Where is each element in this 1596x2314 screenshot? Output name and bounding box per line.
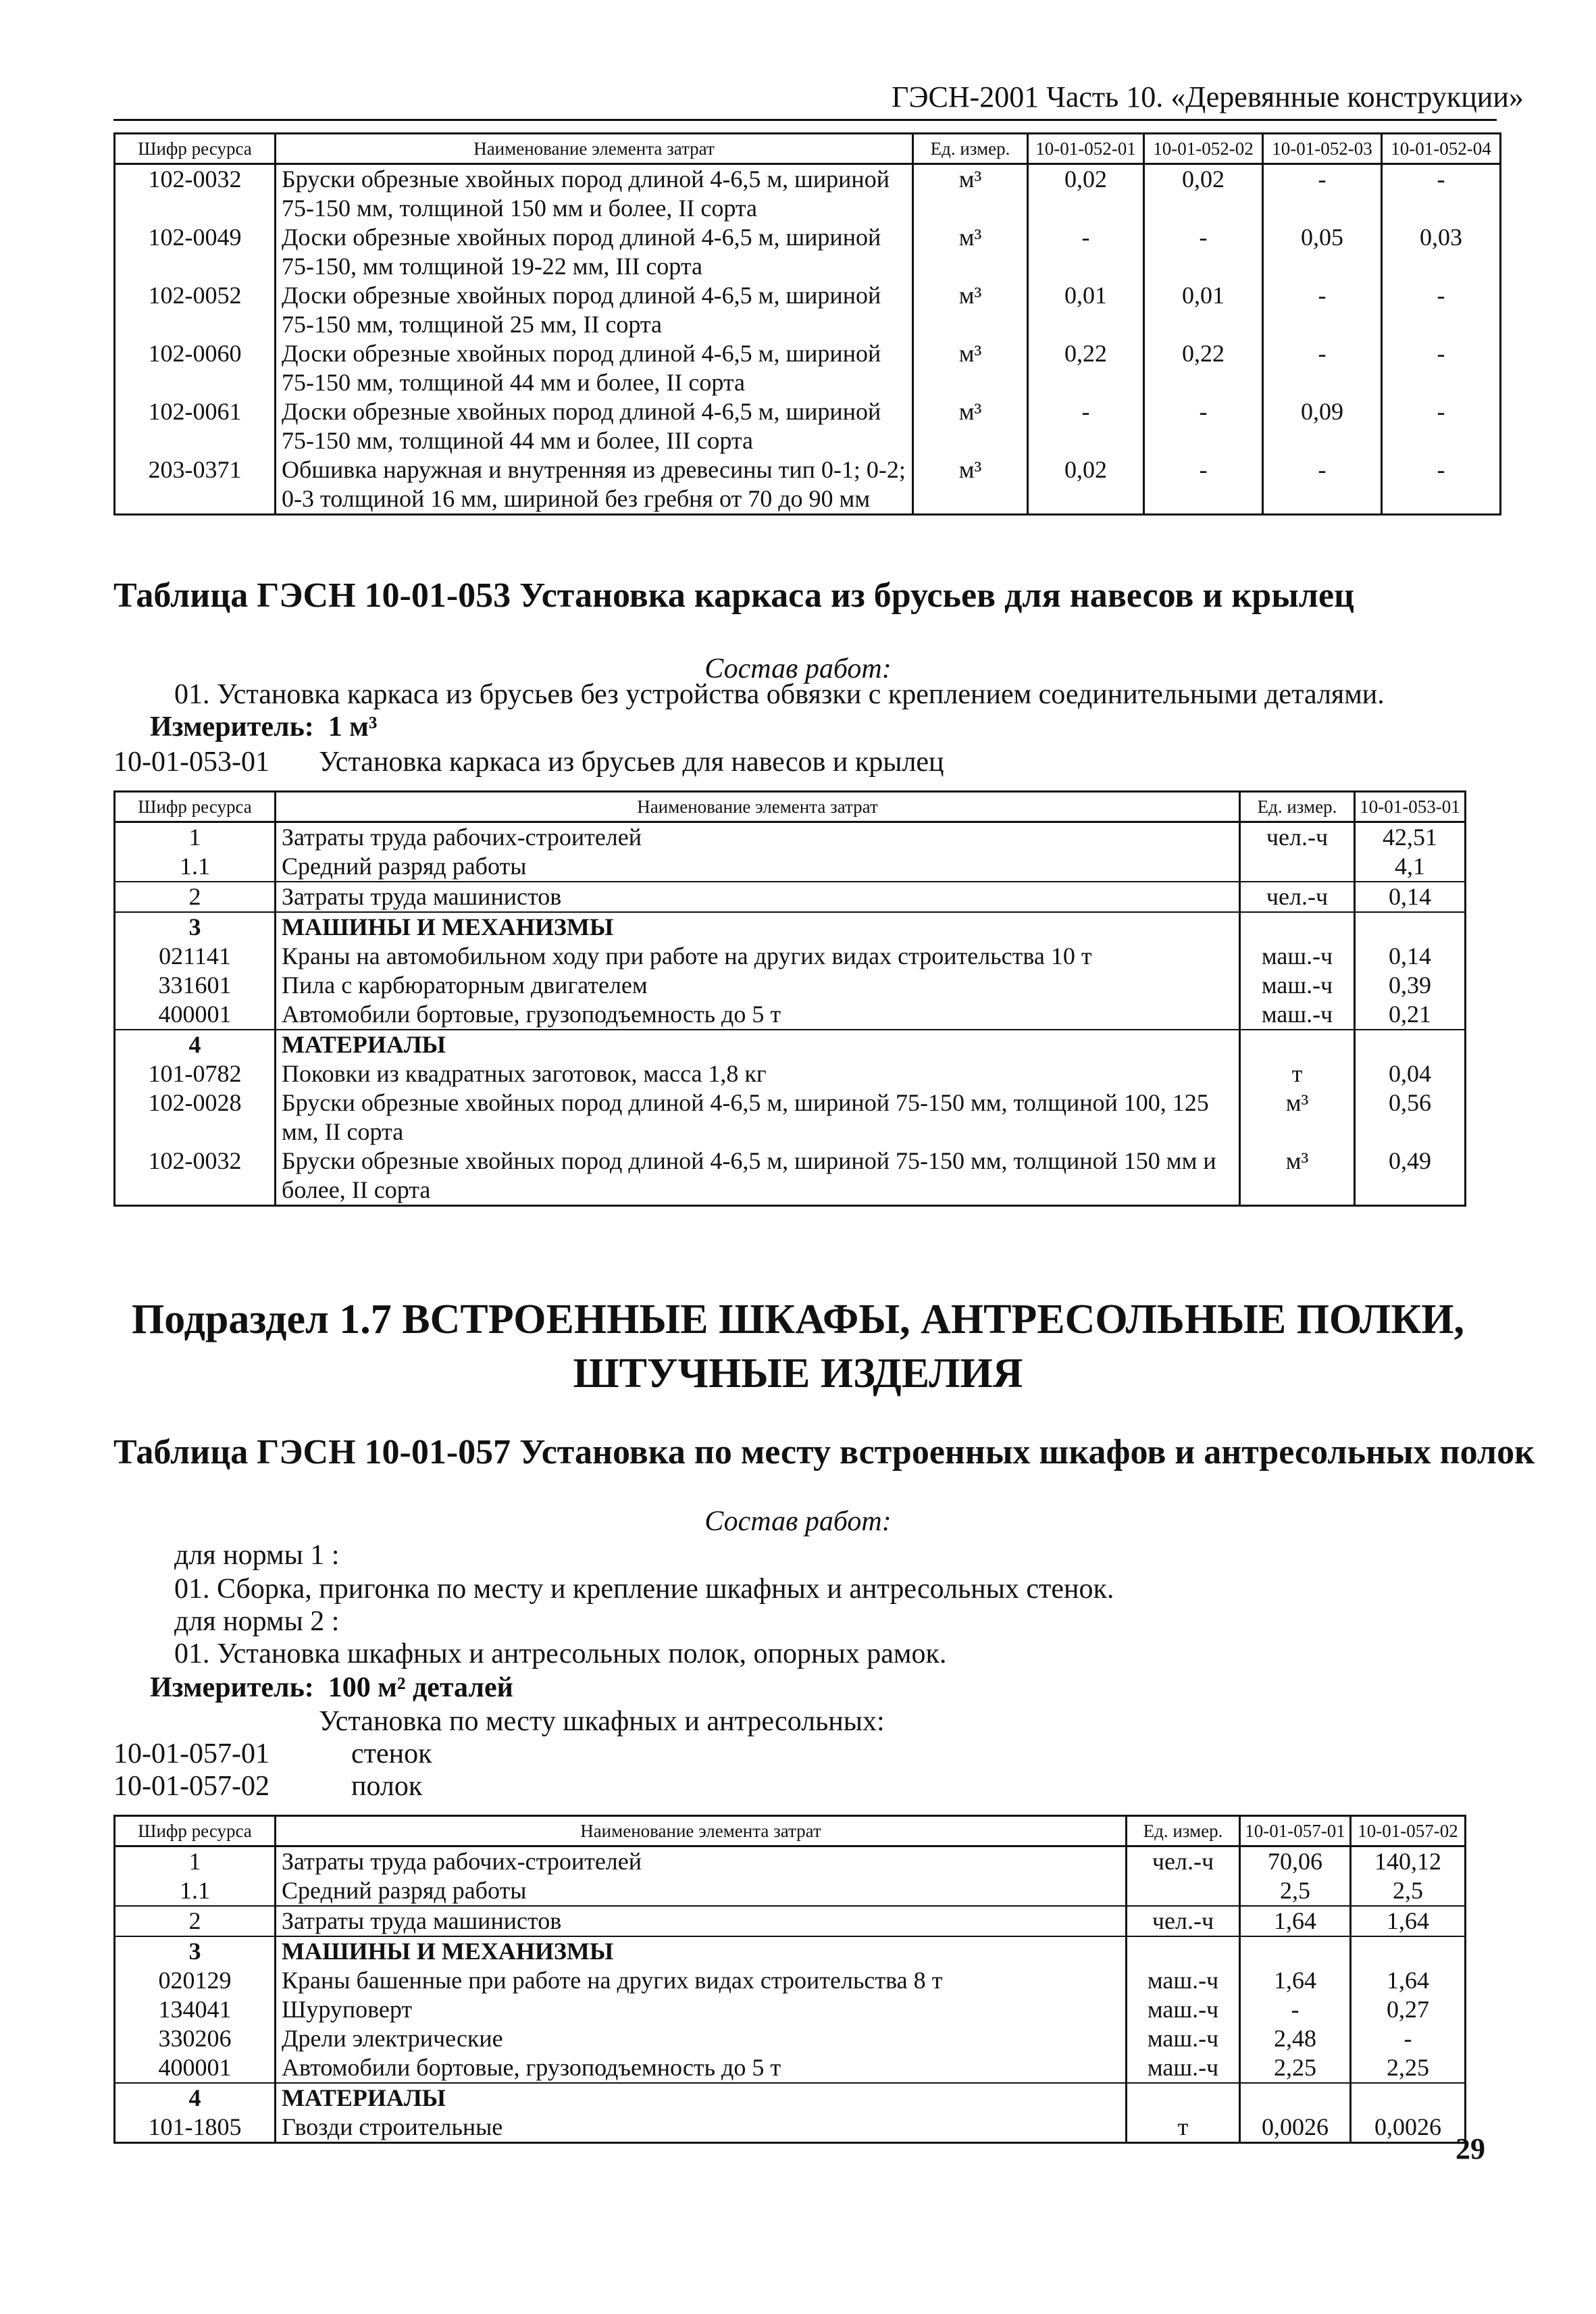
resource-table-057 <box>113 1815 1466 2144</box>
col-header-name: Наименование элемента затрат <box>276 1816 1127 1846</box>
table-row <box>115 164 1501 224</box>
value: - <box>1144 455 1263 515</box>
section-heading: МАШИНЫ И МЕХАНИЗМЫ <box>276 912 1240 942</box>
unit: м³ <box>913 397 1028 455</box>
unit: т <box>1127 2113 1240 2143</box>
col-header-norm: 10-01-057-01 <box>1240 1816 1351 1846</box>
table-row <box>115 1147 1466 1206</box>
resource-name: Бруски обрезные хвойных пород длиной 4-6,5 м, шириной 75-150 мм, толщиной 100, 125 мм, II сорта <box>276 1088 1240 1147</box>
header-rule <box>113 119 1497 121</box>
table-row <box>115 1088 1466 1147</box>
resource-table-052 <box>113 132 1501 515</box>
unit: маш.-ч <box>1240 942 1355 971</box>
table-row <box>115 852 1466 882</box>
value: 1,64 <box>1351 1906 1466 1936</box>
col-header-norm: 10-01-052-02 <box>1144 134 1263 164</box>
unit <box>1240 852 1355 882</box>
unit: маш.-ч <box>1127 2024 1240 2053</box>
resource-name: Затраты труда машинистов <box>276 882 1240 912</box>
resource-code: 203-0371 <box>115 455 276 515</box>
value: - <box>1263 455 1382 515</box>
resource-code: 3 <box>115 912 276 942</box>
resource-code: 2 <box>115 882 276 912</box>
value: 70,06 <box>1240 1846 1351 1877</box>
value: 0,04 <box>1355 1059 1466 1088</box>
resource-code: 330206 <box>115 2024 276 2053</box>
unit: м³ <box>913 455 1028 515</box>
resource-code: 1 <box>115 1846 276 1877</box>
resource-name: Обшивка наружная и внутренняя из древесины тип 0-1; 0-2; 0-3 толщиной 16 мм, шириной без гребня от 70 до 90 мм <box>276 455 913 515</box>
value: - <box>1382 397 1501 455</box>
value: 2,5 <box>1240 1876 1351 1906</box>
table-header-row <box>115 1816 1466 1846</box>
col-header-norm: 10-01-052-03 <box>1263 134 1382 164</box>
meter-line <box>150 711 378 743</box>
table-header-row <box>115 792 1466 822</box>
value: 0,03 <box>1382 223 1501 281</box>
value: 0,14 <box>1355 882 1466 912</box>
section-heading: МАТЕРИАЛЫ <box>276 2083 1127 2113</box>
table-row <box>115 882 1466 912</box>
resource-code: 102-0028 <box>115 1088 276 1147</box>
resource-code: 1 <box>115 822 276 853</box>
value: 0,22 <box>1028 339 1144 397</box>
resource-code: 020129 <box>115 1966 276 1995</box>
subsection-title-line1: Подраздел 1.7 ВСТРОЕННЫЕ ШКАФЫ, АНТРЕСОЛЬНЫЕ ПОЛКИ, <box>132 1297 1464 1342</box>
resource-name: Средний разряд работы <box>276 852 1240 882</box>
norm-code: 10-01-053-01 <box>113 747 269 778</box>
unit <box>1127 1936 1240 1966</box>
resource-code: 4 <box>115 1030 276 1059</box>
running-header: ГЭСН-2001 Часть 10. «Деревянные конструкции» <box>892 80 1524 114</box>
unit <box>1127 1876 1240 1906</box>
resource-table-053 <box>113 790 1466 1207</box>
table-row <box>115 2024 1466 2053</box>
value: 2,48 <box>1240 2024 1351 2053</box>
value: - <box>1382 455 1501 515</box>
resource-code: 102-0049 <box>115 223 276 281</box>
value: - <box>1351 2024 1466 2053</box>
value <box>1240 1936 1351 1966</box>
table-row <box>115 339 1501 397</box>
resource-name: Затраты труда машинистов <box>276 1906 1127 1936</box>
work-composition-heading: Состав работ: <box>704 1506 892 1537</box>
unit: чел.-ч <box>1240 882 1355 912</box>
col-header-unit: Ед. измер. <box>913 134 1028 164</box>
resource-name: Доски обрезные хвойных пород длиной 4-6,5 м, шириной 75-150 мм, толщиной 25 мм, II сорта <box>276 281 913 339</box>
table-row <box>115 942 1466 971</box>
value <box>1240 2083 1351 2113</box>
norm2-label: для нормы 2 : <box>174 1606 340 1637</box>
unit: маш.-ч <box>1127 1995 1240 2024</box>
table-row <box>115 1936 1466 1966</box>
table-row <box>115 1030 1466 1059</box>
value: 2,25 <box>1240 2053 1351 2083</box>
norm-name: полок <box>351 1771 423 1802</box>
value: - <box>1263 339 1382 397</box>
resource-code: 400001 <box>115 1000 276 1030</box>
col-header-unit: Ед. измер. <box>1240 792 1355 822</box>
value: 0,02 <box>1028 164 1144 224</box>
unit: чел.-ч <box>1127 1906 1240 1936</box>
value: 0,01 <box>1028 281 1144 339</box>
meter-value: 100 м² деталей <box>328 1672 513 1703</box>
value: 0,09 <box>1263 397 1382 455</box>
resource-name: Автомобили бортовые, грузоподъемность до 5 т <box>276 1000 1240 1030</box>
table-title-053: Таблица ГЭСН 10-01-053 Установка каркаса из брусьев для навесов и крылец <box>113 576 1355 615</box>
value: - <box>1144 397 1263 455</box>
value <box>1351 2083 1466 2113</box>
value: - <box>1028 397 1144 455</box>
section-heading: МАТЕРИАЛЫ <box>276 1030 1240 1059</box>
resource-code: 102-0060 <box>115 339 276 397</box>
value: 0,01 <box>1144 281 1263 339</box>
resource-code: 400001 <box>115 2053 276 2083</box>
resource-name: Поковки из квадратных заготовок, масса 1,8 кг <box>276 1059 1240 1088</box>
table-row <box>115 1846 1466 1877</box>
resource-code: 3 <box>115 1936 276 1966</box>
value: - <box>1144 223 1263 281</box>
resource-name: Автомобили бортовые, грузоподъемность до 5 т <box>276 2053 1127 2083</box>
resource-code: 021141 <box>115 942 276 971</box>
table-row <box>115 397 1501 455</box>
table-row <box>115 1059 1466 1088</box>
col-header-norm: 10-01-052-04 <box>1382 134 1501 164</box>
norm-name: стенок <box>351 1738 432 1769</box>
resource-name: Доски обрезные хвойных пород длиной 4-6,5 м, шириной 75-150, мм толщиной 19-22 мм, III сорта <box>276 223 913 281</box>
value <box>1351 1936 1466 1966</box>
table-row <box>115 1000 1466 1030</box>
resource-name: Дрели электрические <box>276 2024 1127 2053</box>
unit <box>1127 2083 1240 2113</box>
resource-name: Бруски обрезные хвойных пород длиной 4-6,5 м, шириной 75-150 мм, толщиной 150 мм и более, II сорта <box>276 164 913 224</box>
resource-name: Краны башенные при работе на других видах строительства 8 т <box>276 1966 1127 1995</box>
table-row <box>115 2083 1466 2113</box>
unit: маш.-ч <box>1240 1000 1355 1030</box>
col-header-code: Шифр ресурса <box>115 792 276 822</box>
unit: маш.-ч <box>1127 2053 1240 2083</box>
value: - <box>1382 164 1501 224</box>
value: 1,64 <box>1240 1966 1351 1995</box>
resource-name: Доски обрезные хвойных пород длиной 4-6,5 м, шириной 75-150 мм, толщиной 44 мм и более, II сорта <box>276 339 913 397</box>
value: 2,5 <box>1351 1876 1466 1906</box>
section-heading: МАШИНЫ И МЕХАНИЗМЫ <box>276 1936 1127 1966</box>
resource-code: 102-0061 <box>115 397 276 455</box>
norm-code: 10-01-057-02 <box>113 1771 269 1802</box>
col-header-unit: Ед. измер. <box>1127 1816 1240 1846</box>
value: - <box>1382 281 1501 339</box>
norm-code: 10-01-057-01 <box>113 1738 269 1769</box>
table-row <box>115 223 1501 281</box>
unit: маш.-ч <box>1240 971 1355 1000</box>
unit: м³ <box>913 339 1028 397</box>
meter-label: Измеритель: <box>150 711 314 743</box>
norm-group-name: Установка по месту шкафных и антресольных: <box>319 1706 885 1737</box>
value: 0,27 <box>1351 1995 1466 2024</box>
value: 42,51 <box>1355 822 1466 853</box>
table-row <box>115 281 1501 339</box>
value: 0,14 <box>1355 942 1466 971</box>
value: 2,25 <box>1351 2053 1466 2083</box>
col-header-code: Шифр ресурса <box>115 1816 276 1846</box>
value: 140,12 <box>1351 1846 1466 1877</box>
meter-label: Измеритель: <box>150 1672 314 1703</box>
work-item: 01. Установка каркаса из брусьев без устройства обвязки с креплением соединительными деталями. <box>174 679 1385 710</box>
table-row <box>115 822 1466 853</box>
resource-code: 134041 <box>115 1995 276 2024</box>
table-row <box>115 455 1501 515</box>
resource-code: 1.1 <box>115 1876 276 1906</box>
resource-code: 102-0032 <box>115 1147 276 1206</box>
resource-code: 331601 <box>115 971 276 1000</box>
page-number: 29 <box>1456 2132 1485 2165</box>
resource-code: 101-0782 <box>115 1059 276 1088</box>
norm1-work-item: 01. Сборка, пригонка по месту и крепление шкафных и антресольных стенок. <box>174 1574 1114 1605</box>
resource-code: 2 <box>115 1906 276 1936</box>
norm2-work-item: 01. Установка шкафных и антресольных полок, опорных рамок. <box>174 1638 947 1669</box>
meter-value: 1 м³ <box>328 711 378 743</box>
resource-code: 4 <box>115 2083 276 2113</box>
col-header-code: Шифр ресурса <box>115 134 276 164</box>
table-row <box>115 1876 1466 1906</box>
resource-name: Краны на автомобильном ходу при работе на других видах строительства 10 т <box>276 942 1240 971</box>
value: 1,64 <box>1240 1906 1351 1936</box>
norm-name: Установка каркаса из брусьев для навесов и крылец <box>319 747 944 778</box>
value: 0,56 <box>1355 1088 1466 1147</box>
table-header-row <box>115 134 1501 164</box>
table-row <box>115 2053 1466 2083</box>
unit: м³ <box>1240 1088 1355 1147</box>
col-header-norm: 10-01-057-02 <box>1351 1816 1466 1846</box>
resource-name: Шуруповерт <box>276 1995 1127 2024</box>
col-header-name: Наименование элемента затрат <box>276 792 1240 822</box>
resource-name: Затраты труда рабочих-строителей <box>276 1846 1127 1877</box>
table-row <box>115 1966 1466 1995</box>
resource-name: Пила с карбюраторным двигателем <box>276 971 1240 1000</box>
resource-code: 102-0052 <box>115 281 276 339</box>
table-row <box>115 1995 1466 2024</box>
value: - <box>1028 223 1144 281</box>
value: 0,02 <box>1144 164 1263 224</box>
value: 1,64 <box>1351 1966 1466 1995</box>
unit <box>1240 912 1355 942</box>
work-composition-heading: Состав работ: <box>704 653 892 684</box>
value: 0,21 <box>1355 1000 1466 1030</box>
col-header-norm: 10-01-052-01 <box>1028 134 1144 164</box>
value: - <box>1263 164 1382 224</box>
unit: чел.-ч <box>1127 1846 1240 1877</box>
resource-code: 101-1805 <box>115 2113 276 2143</box>
meter-line <box>150 1671 513 1704</box>
value: 0,0026 <box>1240 2113 1351 2143</box>
resource-name: Гвозди строительные <box>276 2113 1127 2143</box>
value: 0,0026 <box>1351 2113 1466 2143</box>
value: - <box>1263 281 1382 339</box>
table-row <box>115 2113 1466 2143</box>
value: 0,02 <box>1028 455 1144 515</box>
table-row <box>115 912 1466 942</box>
resource-code: 102-0032 <box>115 164 276 224</box>
resource-name: Бруски обрезные хвойных пород длиной 4-6,5 м, шириной 75-150 мм, толщиной 150 мм и более, II сорта <box>276 1147 1240 1206</box>
value: 4,1 <box>1355 852 1466 882</box>
unit: т <box>1240 1059 1355 1088</box>
table-row <box>115 971 1466 1000</box>
unit: м³ <box>913 281 1028 339</box>
unit: м³ <box>913 164 1028 224</box>
table-title-057: Таблица ГЭСН 10-01-057 Установка по месту встроенных шкафов и антресольных полок <box>113 1433 1535 1472</box>
value <box>1355 1030 1466 1059</box>
value <box>1355 912 1466 942</box>
resource-code: 1.1 <box>115 852 276 882</box>
resource-name: Затраты труда рабочих-строителей <box>276 822 1240 853</box>
unit: м³ <box>1240 1147 1355 1206</box>
table-row <box>115 1906 1466 1936</box>
unit: маш.-ч <box>1127 1966 1240 1995</box>
value: - <box>1382 339 1501 397</box>
norm1-label: для нормы 1 : <box>174 1540 340 1571</box>
subsection-title-line2: ШТУЧНЫЕ ИЗДЕЛИЯ <box>573 1351 1023 1397</box>
resource-name: Средний разряд работы <box>276 1876 1127 1906</box>
col-header-name: Наименование элемента затрат <box>276 134 913 164</box>
unit: м³ <box>913 223 1028 281</box>
value: 0,49 <box>1355 1147 1466 1206</box>
col-header-norm: 10-01-053-01 <box>1355 792 1466 822</box>
resource-name: Доски обрезные хвойных пород длиной 4-6,5 м, шириной 75-150 мм, толщиной 44 мм и более, III сорта <box>276 397 913 455</box>
value: 0,39 <box>1355 971 1466 1000</box>
value: 0,22 <box>1144 339 1263 397</box>
unit <box>1240 1030 1355 1059</box>
value: - <box>1240 1995 1351 2024</box>
unit: чел.-ч <box>1240 822 1355 853</box>
value: 0,05 <box>1263 223 1382 281</box>
